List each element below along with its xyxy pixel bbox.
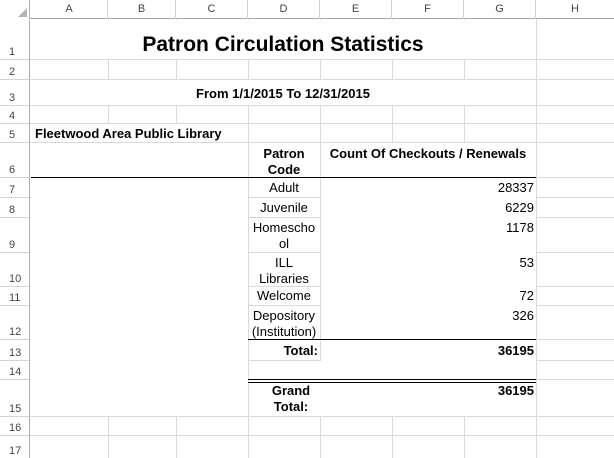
column-header-d[interactable]: D — [248, 0, 320, 19]
grand-total-label: Grand Total: — [271, 383, 311, 414]
column-header-c[interactable]: C — [176, 0, 248, 19]
row-header-3[interactable]: 3 — [0, 80, 30, 106]
column-header-g[interactable]: G — [464, 0, 536, 19]
gridline — [536, 19, 537, 458]
column-header-f[interactable]: F — [392, 0, 464, 19]
code-homeschool: Homescho ol — [252, 220, 316, 251]
gridline — [30, 416, 614, 417]
row-header-1[interactable]: 1 — [0, 20, 30, 60]
gridline — [30, 105, 614, 106]
library-name: Fleetwood Area Public Library — [35, 126, 222, 141]
row-header-7[interactable]: 7 — [0, 178, 30, 198]
count-juvenile: 6229 — [505, 200, 534, 215]
total-label: Total: — [283, 343, 318, 358]
row-header-10[interactable]: 10 — [0, 253, 30, 287]
count-welcome: 72 — [519, 288, 534, 303]
gridline — [30, 435, 614, 436]
row-header-15[interactable]: 15 — [0, 380, 30, 417]
row-header-5[interactable]: 5 — [0, 124, 30, 143]
column-header-h[interactable]: H — [571, 3, 579, 15]
grand-total-rule-top — [248, 379, 536, 380]
column-header-e[interactable]: E — [320, 0, 392, 19]
code-adult: Adult — [269, 180, 299, 195]
gridline — [30, 59, 614, 60]
row-header-12[interactable]: 12 — [0, 306, 30, 340]
row-header-4[interactable]: 4 — [0, 106, 30, 124]
row-header-9[interactable]: 9 — [0, 218, 30, 253]
count-homeschool: 1178 — [506, 220, 534, 235]
row-header-8[interactable]: 8 — [0, 198, 30, 218]
grand-total-value: 36195 — [497, 383, 534, 398]
total-value: 36195 — [497, 343, 534, 358]
column-header-b[interactable]: B — [108, 0, 176, 19]
column-header-a[interactable]: A — [31, 0, 108, 19]
column-header-row — [0, 0, 614, 19]
code-welcome: Welcome — [257, 288, 311, 303]
count-ill-libraries: 53 — [519, 255, 534, 270]
report-title: Patron Circulation Statistics — [142, 33, 424, 56]
row-header-2[interactable]: 2 — [0, 60, 30, 80]
row-header-17[interactable]: 17 — [0, 436, 30, 458]
code-depository: Depository (Institution) — [251, 308, 317, 339]
count-header: Count Of Checkouts / Renewals — [329, 146, 527, 161]
row-header-16[interactable]: 16 — [0, 417, 30, 436]
row-header-11[interactable]: 11 — [0, 287, 30, 306]
row-header-14[interactable]: 14 — [0, 361, 30, 380]
select-all-triangle-icon — [18, 8, 27, 17]
select-all-corner[interactable] — [0, 0, 30, 19]
date-range: From 1/1/2015 To 12/31/2015 — [196, 86, 370, 101]
row-header-6[interactable]: 6 — [0, 143, 30, 178]
row-header-13[interactable]: 13 — [0, 340, 30, 361]
count-adult: 28337 — [497, 180, 534, 195]
count-depository: 326 — [512, 308, 534, 323]
patron-code-header: Patron Code — [263, 146, 305, 177]
code-juvenile: Juvenile — [260, 200, 308, 215]
code-ill-libraries: ILL Libraries — [259, 255, 309, 286]
merged-left-area — [31, 143, 248, 416]
